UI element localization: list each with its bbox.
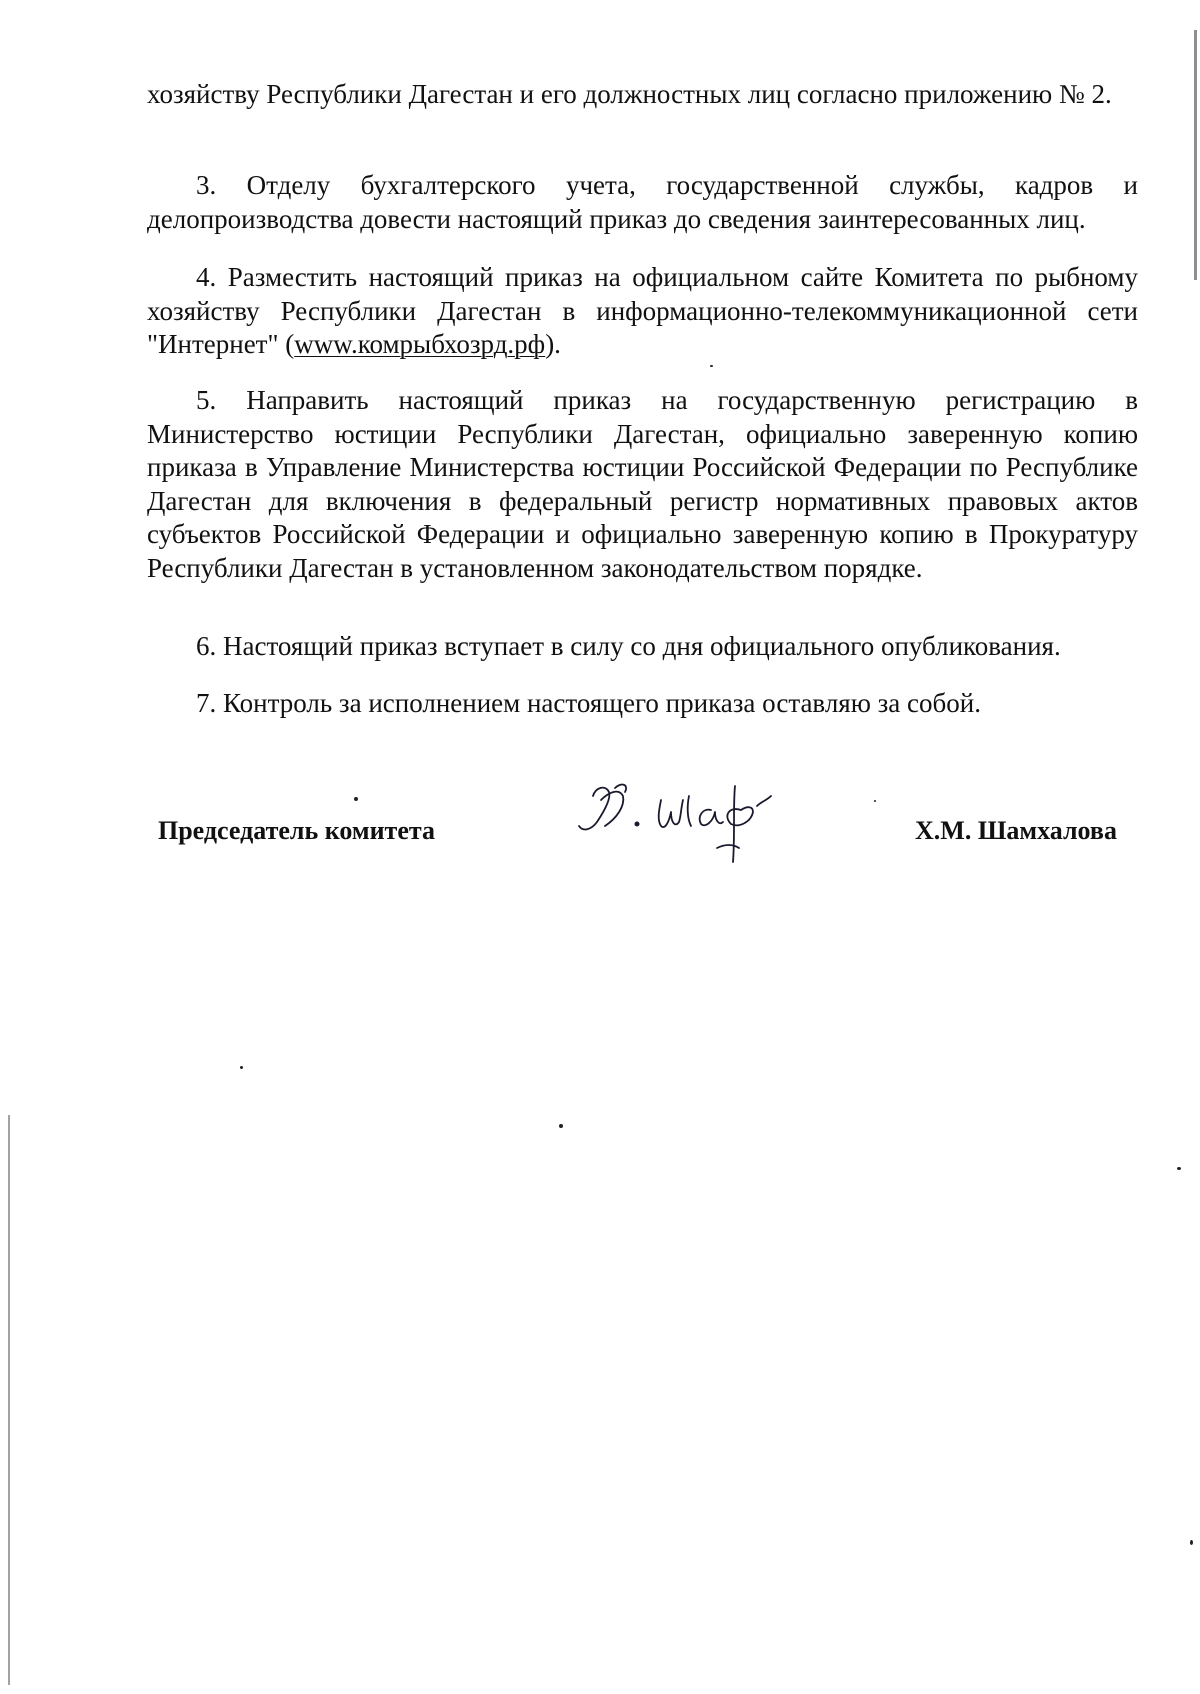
paragraph-text: 6. Настоящий приказ вступает в силу со дня официального опубликования.: [196, 631, 1061, 661]
document-paragraph: [147, 384, 1138, 585]
paragraph-text: [147, 261, 1138, 362]
signatory-title: Председатель комитета: [158, 816, 435, 845]
scan-speck: [559, 1124, 563, 1128]
signatory-name: Х.М. Шамхалова: [915, 816, 1117, 845]
document-paragraph: [147, 687, 1138, 721]
scan-speck: [1190, 1540, 1193, 1545]
document-paragraph: [147, 630, 1138, 664]
document-paragraph: [147, 169, 1138, 236]
paragraph-text: хозяйству Республики Дагестан и его должностных лиц согласно приложению № 2.: [147, 79, 1112, 109]
website-link[interactable]: www.комрыбхозрд.рф: [294, 329, 546, 359]
document-paragraph: [147, 261, 1138, 362]
scan-edge-mark: [8, 1115, 10, 1685]
scan-speck: [240, 1066, 243, 1069]
scan-edge-mark: [1194, 30, 1197, 280]
paragraph-text-part: ).: [545, 329, 561, 359]
paragraph-text: 3. Отделу бухгалтерского учета, государственной службы, кадров и делопроизводства довести настоящий приказ до сведения заинтересованных лиц.: [147, 170, 1138, 234]
paragraph-text-part: 4. Разместить настоящий приказ на официальном сайте Комитета по рыбному хозяйству Республики Дагестан в информационно-телекоммуникационной сети "Интернет" (: [147, 262, 1138, 359]
scan-speck: [354, 797, 358, 801]
paragraph-text: 7. Контроль за исполнением настоящего приказа оставляю за собой.: [196, 688, 981, 718]
document-paragraph: [147, 78, 1138, 112]
scan-speck: [1177, 1167, 1181, 1170]
scan-speck: [874, 800, 876, 802]
scan-speck: [710, 365, 713, 367]
paragraph-text: 5. Направить настоящий приказ на государственную регистрацию в Министерство юстиции Республики Дагестан, официально заверенную копию приказа в Управление Министерства юстиции Российской Федерации по Республике Дагестан для включения в федеральный регистр нормативных правовых актов субъектов Российской Федерации и официально заверенную копию в Прокуратуру Республики Дагестан в установленном законодательством порядке.: [147, 385, 1138, 583]
handwritten-signature: [575, 766, 825, 876]
